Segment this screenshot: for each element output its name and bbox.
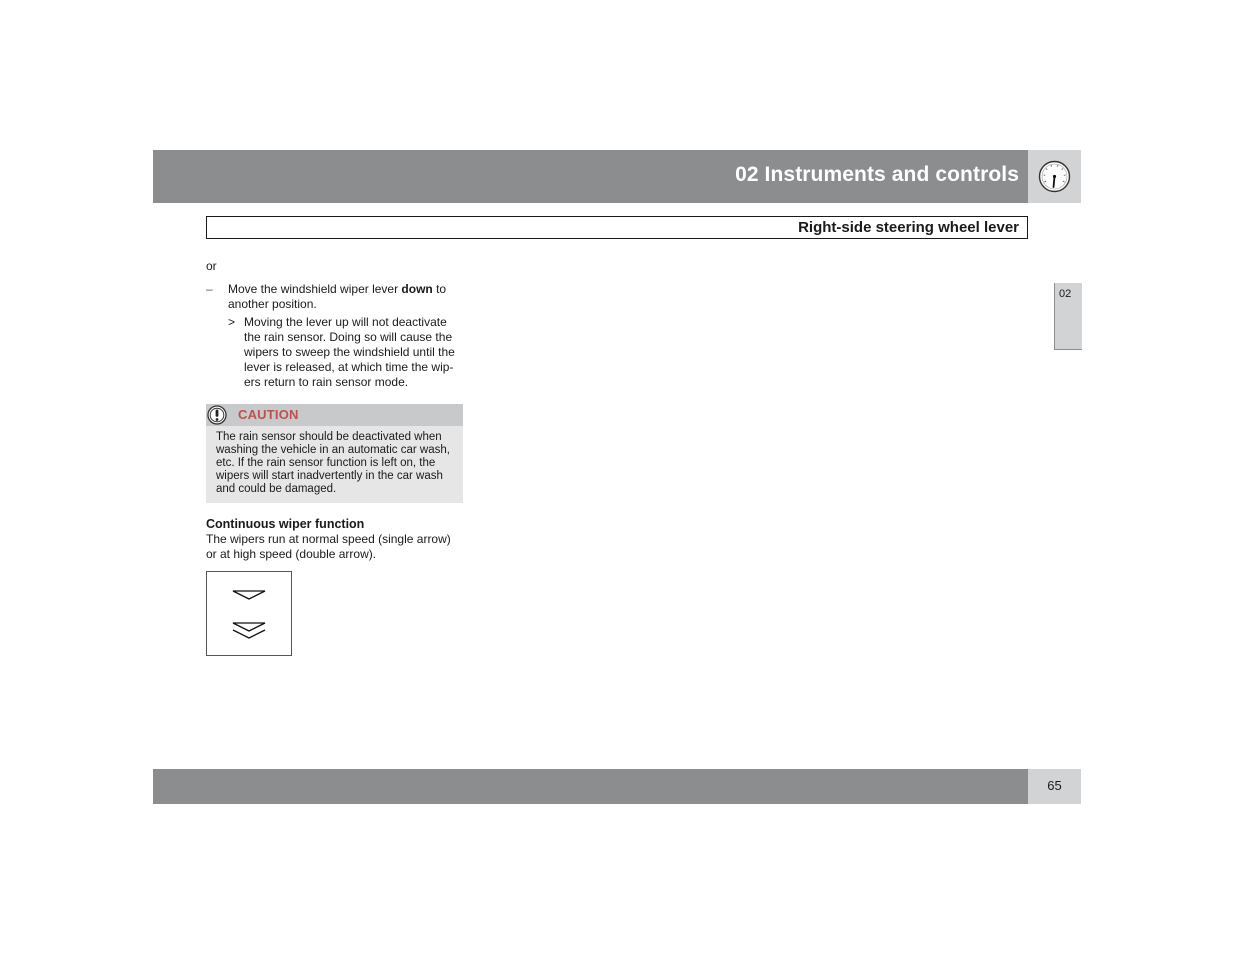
caution-text: The rain sensor should be deactivated when washing the vehicle in an automatic car wash, etc. If the rain sensor function is left on, the wipers will start inadvertently in the car wash and could be damaged. bbox=[216, 431, 450, 495]
continuous-wiper-text: The wipers run at normal speed (single arrow) or at high speed (double arrow). bbox=[206, 532, 451, 561]
section-title-bar bbox=[206, 216, 1028, 239]
caution-box bbox=[206, 404, 463, 503]
caution-label: CAUTION bbox=[238, 407, 299, 422]
speedometer-icon bbox=[1038, 160, 1071, 193]
page-number: 65 bbox=[1047, 778, 1062, 793]
warning-exclamation-icon bbox=[207, 405, 227, 425]
chapter-header-bar bbox=[153, 150, 1028, 203]
continuous-wiper-heading: Continuous wiper function bbox=[206, 517, 365, 531]
step-text-bold: down bbox=[401, 282, 433, 296]
chapter-icon-box bbox=[1028, 150, 1081, 203]
caution-header bbox=[206, 404, 463, 426]
double-arrow-icon bbox=[232, 620, 266, 642]
step-bullet: – bbox=[206, 282, 213, 296]
chapter-side-tab bbox=[1054, 283, 1082, 350]
main-column bbox=[206, 259, 464, 562]
page-number-box bbox=[1028, 769, 1081, 804]
or-text: or bbox=[206, 259, 217, 273]
result-text: Moving the lever up will not deactivate the rain sensor. Doing so will cause the wipers to sweep the windshield until the lever is released, at which time the wip-ers return to rain sensor mode. bbox=[244, 315, 455, 389]
chapter-title: 02 Instruments and controls bbox=[735, 163, 1019, 186]
section-title: Right-side steering wheel lever bbox=[798, 219, 1019, 236]
step-text-end: to another position. bbox=[228, 282, 447, 311]
step-result bbox=[206, 315, 464, 390]
single-arrow-icon bbox=[232, 588, 266, 602]
result-bullet: > bbox=[228, 315, 236, 329]
instruction-step bbox=[206, 282, 464, 312]
step-text-start: Move the windshield wiper lever bbox=[228, 282, 402, 296]
wiper-speed-symbols bbox=[206, 571, 292, 656]
chapter-side-tab-label: 02 bbox=[1059, 288, 1072, 300]
footer-bar bbox=[153, 769, 1028, 804]
